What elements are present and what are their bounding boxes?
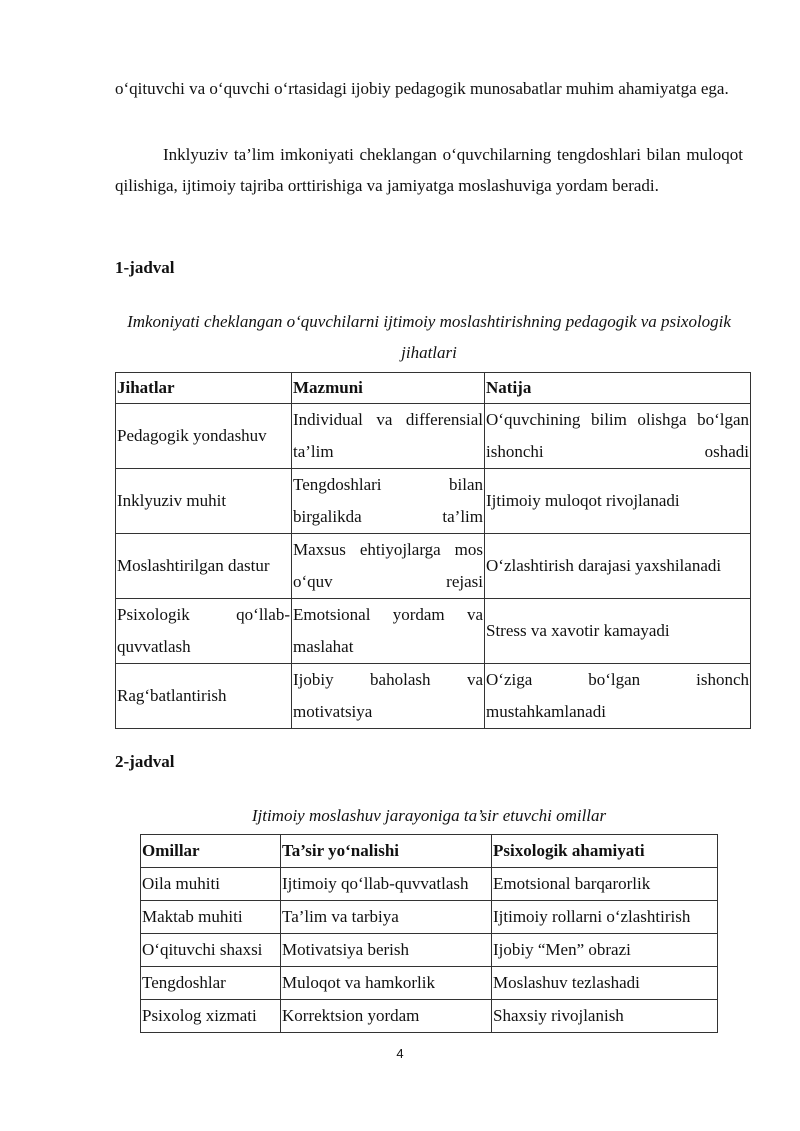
table-cell: Korrektsion yordam <box>281 1000 492 1033</box>
table2-label: 2-jadval <box>115 752 175 771</box>
table-cell: Moslashtirilgan dastur <box>116 534 292 599</box>
table-cell: Tengdoshlar <box>141 967 281 1000</box>
table-row <box>141 1000 718 1033</box>
table-cell: Ijtimoiy muloqot rivojlanadi <box>485 469 751 534</box>
table-cell: O‘qituvchi shaxsi <box>141 934 281 967</box>
table-row <box>141 868 718 901</box>
column-header: Omillar <box>141 835 281 868</box>
table-cell: Motivatsiya berish <box>281 934 492 967</box>
table-cell: Shaxsiy rivojlanish <box>492 1000 718 1033</box>
table-cell: O‘zlashtirish darajasi yaxshilanadi <box>485 534 751 599</box>
table-row <box>116 599 751 664</box>
table-1 <box>115 372 751 729</box>
table-row <box>141 934 718 967</box>
table-cell: Emotsional yordam va maslahat <box>292 599 485 664</box>
table-cell: Tengdoshlari bilan birgalikda ta’lim <box>292 469 485 534</box>
paragraph-2: Inklyuziv ta’lim imkoniyati cheklangan o‘quvchilarning tengdoshlari bilan muloqot qilishiga, ijtimoiy tajriba orttirishiga va jamiyatga moslashuviga yordam beradi. <box>115 145 743 195</box>
table-cell: Psixologik qo‘llab-quvvatlash <box>116 599 292 664</box>
table-cell: Ijobiy “Men” obrazi <box>492 934 718 967</box>
column-header: Mazmuni <box>292 373 485 404</box>
paragraph-1: o‘qituvchi va o‘quvchi o‘rtasidagi ijobiy pedagogik munosabatlar muhim ahamiyatga ega. <box>115 79 729 98</box>
table-row <box>116 404 751 469</box>
table-cell: O‘ziga bo‘lgan ishonch mustahkamlanadi <box>485 664 751 729</box>
table-cell: Maktab muhiti <box>141 901 281 934</box>
table-row <box>116 469 751 534</box>
table-cell: O‘quvchining bilim olishga bo‘lgan ishonchi oshadi <box>485 404 751 469</box>
table-row <box>141 967 718 1000</box>
column-header: Ta’sir yo‘nalishi <box>281 835 492 868</box>
table1-caption: Imkoniyati cheklangan o‘quvchilarni ijtimoiy moslashtirishning pedagogik va psixologik jihatlari <box>127 312 731 362</box>
page-number: 4 <box>396 1046 404 1061</box>
table-row <box>116 664 751 729</box>
table-cell: Ta’lim va tarbiya <box>281 901 492 934</box>
table-cell: Rag‘batlantirish <box>116 664 292 729</box>
table-cell: Individual va differensial ta’lim <box>292 404 485 469</box>
table-cell: Maxsus ehtiyojlarga mos o‘quv rejasi <box>292 534 485 599</box>
table-row <box>116 534 751 599</box>
table-2 <box>140 834 718 1033</box>
table-cell: Oila muhiti <box>141 868 281 901</box>
table2-caption: Ijtimoiy moslashuv jarayoniga ta’sir etuvchi omillar <box>251 806 607 825</box>
table1-label: 1-jadval <box>115 258 175 277</box>
column-header: Psixologik ahamiyati <box>492 835 718 868</box>
table-header-row <box>141 835 718 868</box>
table-cell: Ijtimoiy qo‘llab-quvvatlash <box>281 868 492 901</box>
table-cell: Ijobiy baholash va motivatsiya <box>292 664 485 729</box>
table-cell: Muloqot va hamkorlik <box>281 967 492 1000</box>
column-header: Natija <box>485 373 751 404</box>
table-cell: Stress va xavotir kamayadi <box>485 599 751 664</box>
table-row <box>141 901 718 934</box>
table-cell: Psixolog xizmati <box>141 1000 281 1033</box>
table-cell: Emotsional barqarorlik <box>492 868 718 901</box>
table-cell: Inklyuziv muhit <box>116 469 292 534</box>
table-header-row <box>116 373 751 404</box>
column-header: Jihatlar <box>116 373 292 404</box>
table-cell: Moslashuv tezlashadi <box>492 967 718 1000</box>
table-cell: Pedagogik yondashuv <box>116 404 292 469</box>
table-cell: Ijtimoiy rollarni o‘zlashtirish <box>492 901 718 934</box>
